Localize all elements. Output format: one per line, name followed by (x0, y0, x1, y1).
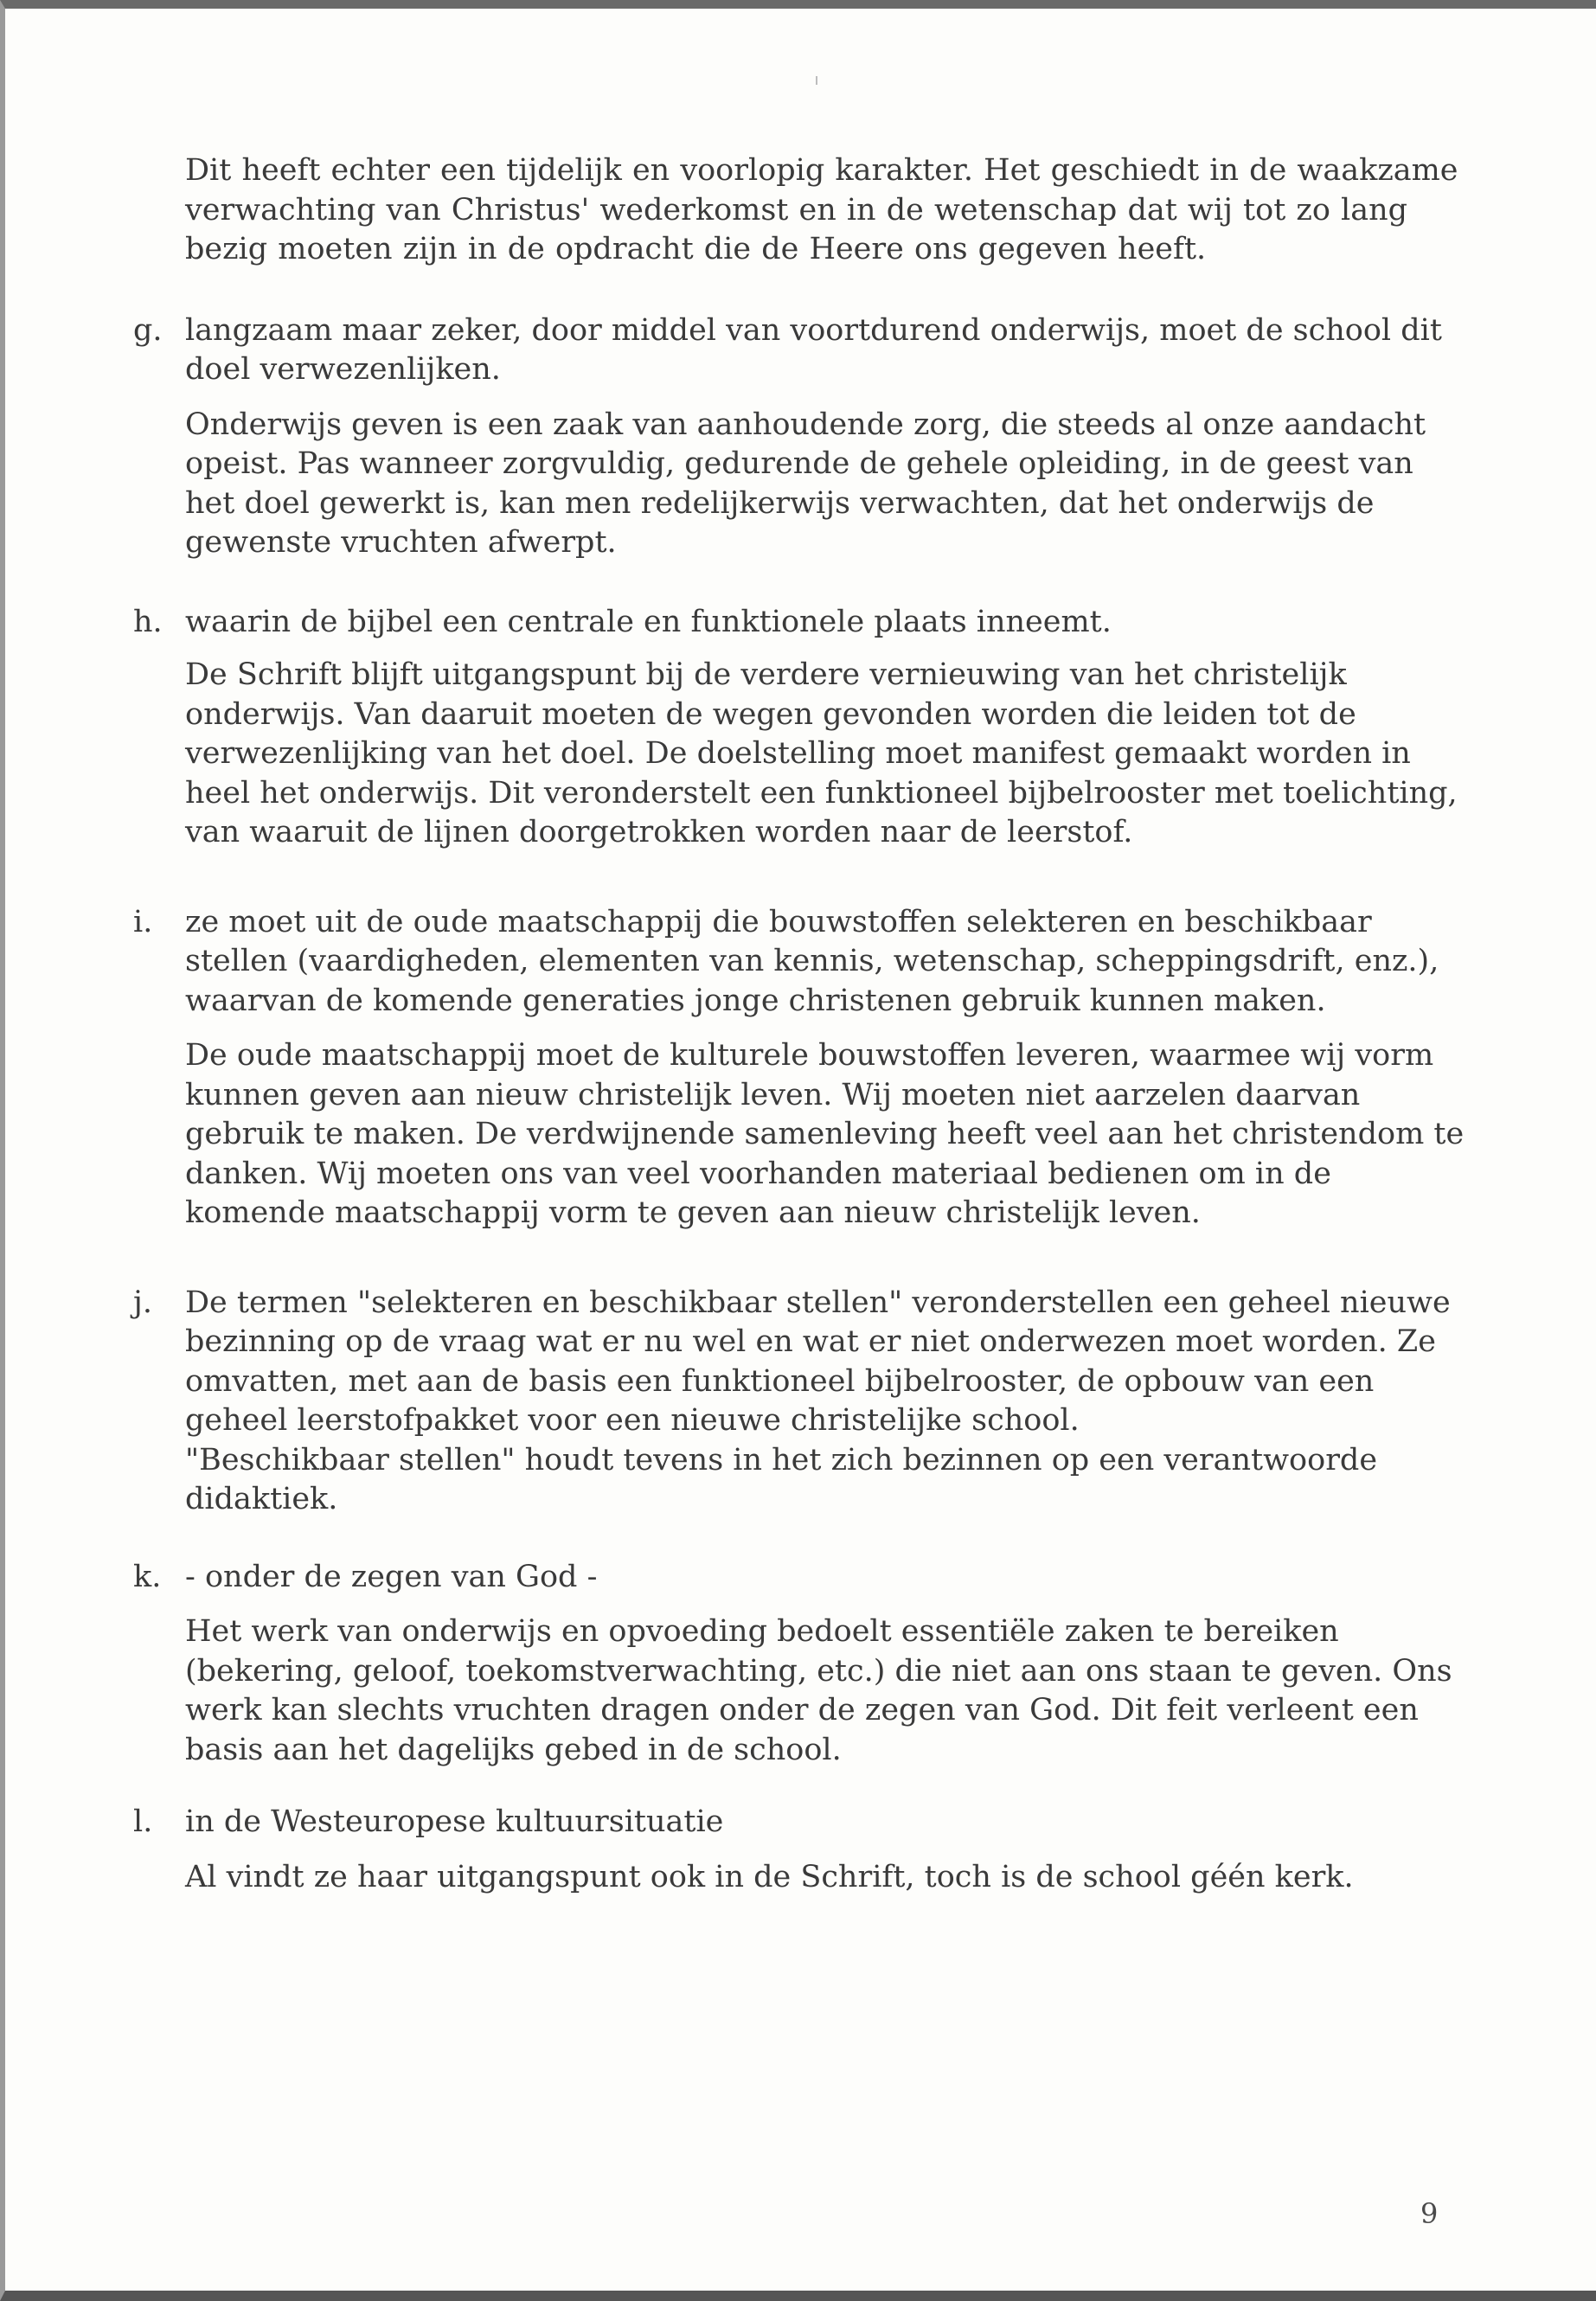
item-marker: g. (133, 312, 163, 348)
item-marker: j. (133, 1285, 152, 1320)
item-heading: - onder de zegen van God - (185, 1559, 598, 1594)
list-item-j (133, 1284, 1465, 1520)
list-item-k (133, 1558, 1465, 1771)
item-heading: De termen "selekteren en beschikbaar stellen" veronderstellen een geheel nieuwe bezinning op de vraag wat er nu wel en wat er niet onderwezen moet worden. Ze omvatten, met aan de basis een funktioneel bijbelrooster, de opbouw van een geheel leerstofpakket voor een nieuwe christelijke school. (185, 1285, 1451, 1438)
item-heading: waarin de bijbel een centrale en funktionele plaats inneemt. (185, 604, 1112, 639)
item-body: "Beschikbaar stellen" houdt tevens in het zich bezinnen op een verantwoorde didaktiek. (185, 1442, 1378, 1516)
item-body: Onderwijs geven is een zaak van aanhoudende zorg, die steeds al onze aandacht opeist. Pas wanneer zorgvuldig, gedurende de gehele opleiding, in de geest van het doel gewerkt is, kan men redelijkerwijs verwachten, dat het onderwijs de gewenste vruchten afwerpt. (185, 407, 1426, 560)
scan-speck (816, 76, 817, 85)
page-number: 9 (1420, 2197, 1439, 2230)
list-item-l (133, 1803, 1465, 1897)
item-body: Het werk van onderwijs en opvoeding bedoelt essentiële zaken te bereiken (bekering, geloof, toekomstverwachting, etc.) die niet aan ons staan te geven. Ons werk kan slechts vruchten dragen onder de zegen van God. Dit feit verleent een basis aan het dagelijks gebed in de school. (185, 1614, 1452, 1767)
list-item-h (133, 603, 1465, 853)
item-body: De oude maatschappij moet de kulturele bouwstoffen leveren, waarmee wij vorm kunnen geven aan nieuw christelijk leven. Wij moeten niet aarzelen daarvan gebruik te maken. De verdwijnende samenleving heeft veel aan het christendom te danken. Wij moeten ons van veel voorhanden materiaal bedienen om in de komende maatschappij vorm te geven aan nieuw christelijk leven. (185, 1038, 1465, 1230)
list-item-i (133, 903, 1465, 1234)
intro-paragraph: Dit heeft echter een tijdelijk en voorlopig karakter. Het geschiedt in de waakzame verwachting van Christus' wederkomst en in de wetenschap dat wij tot zo lang bezig moeten zijn in de opdracht die de Heere ons gegeven heeft. (185, 153, 1458, 266)
item-marker: k. (133, 1559, 162, 1594)
item-body: Al vindt ze haar uitgangspunt ook in de Schrift, toch is de school géén kerk. (185, 1859, 1354, 1894)
item-heading: in de Westeuropese kultuursituatie (185, 1804, 724, 1839)
item-body: De Schrift blijft uitgangspunt bij de verdere vernieuwing van het christelijk onderwijs. Van daaruit moeten de wegen gevonden worden die leiden tot de verwezenlijking van het doel. De doelstelling moet manifest gemaakt worden in heel het onderwijs. Dit veronderstelt een funktioneel bijbelrooster met toelichting, van waaruit de lijnen doorgetrokken worden naar de leerstof. (185, 657, 1458, 849)
page-content (133, 151, 1465, 1897)
item-marker: h. (133, 604, 163, 639)
item-heading: ze moet uit de oude maatschappij die bouwstoffen selekteren en beschikbaar stellen (vaardigheden, elementen van kennis, wetenschap, scheppingsdrift, enz.), waarvan de komende generaties jonge christenen gebruik kunnen maken. (185, 904, 1439, 1018)
item-marker: i. (133, 904, 153, 939)
item-marker: l. (133, 1804, 153, 1839)
item-heading: langzaam maar zeker, door middel van voortdurend onderwijs, moet de school dit doel verwezenlijken. (185, 312, 1442, 387)
list-item-g (133, 311, 1465, 563)
